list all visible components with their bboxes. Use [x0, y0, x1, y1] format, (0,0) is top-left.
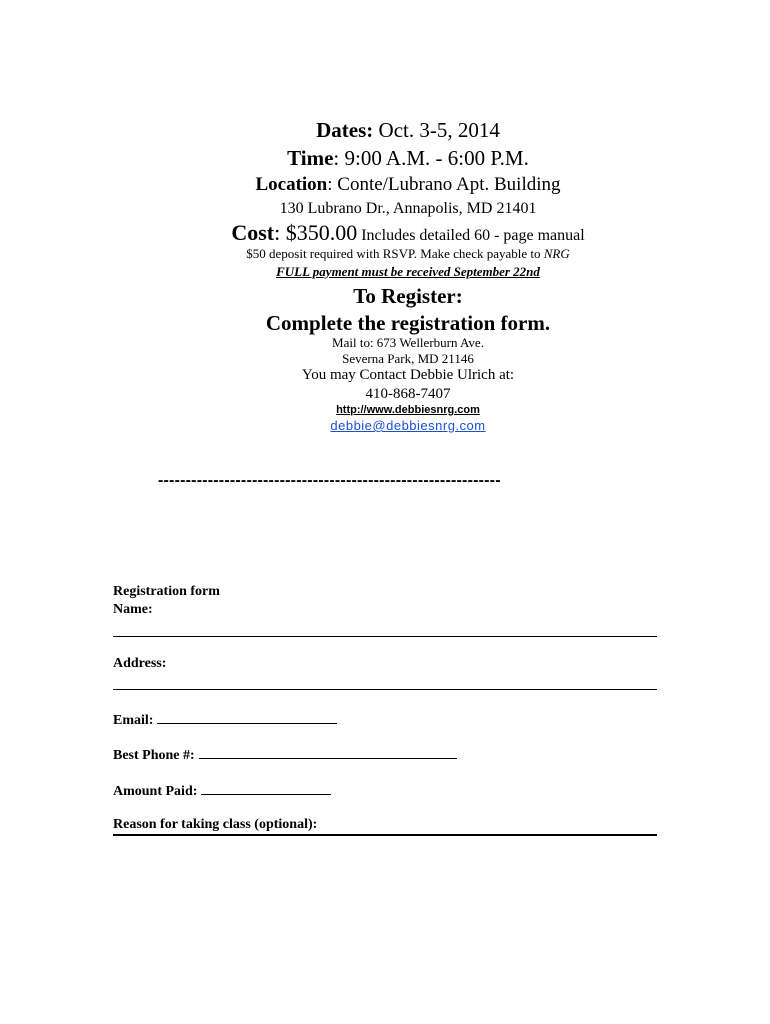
- deposit-text: $50 deposit required with RSVP. Make check payable to: [246, 246, 544, 261]
- amount-row: [113, 780, 331, 800]
- deposit-line: [0, 246, 770, 262]
- email-field[interactable]: [157, 709, 337, 724]
- contact-phone: 410-868-7407: [365, 386, 451, 402]
- time-label: Time: [287, 146, 334, 170]
- register-subtitle: Complete the registration form.: [265, 311, 551, 335]
- location-label: Location: [255, 174, 328, 195]
- email-label: Email:: [113, 713, 154, 728]
- address-label: Address:: [113, 656, 167, 671]
- event-address: 130 Lubrano Dr., Annapolis, MD 21401: [279, 200, 537, 217]
- name-field[interactable]: [113, 636, 657, 637]
- cost-value: : $350.00: [274, 220, 358, 245]
- reason-label: Reason for taking class (optional):: [113, 817, 318, 832]
- dates-label: Dates:: [316, 118, 374, 142]
- register-title: To Register:: [353, 284, 463, 308]
- location-line: [0, 174, 770, 196]
- dates-value: Oct. 3-5, 2014: [373, 118, 500, 142]
- email-row: [113, 709, 337, 729]
- mail-address-line2: Severna Park, MD 21146: [342, 351, 474, 366]
- cost-label: Cost: [231, 220, 275, 245]
- address-field[interactable]: [113, 689, 657, 690]
- full-payment-notice: FULL payment must be received September 22nd: [276, 264, 540, 279]
- phone-row: [113, 744, 457, 764]
- deposit-payee: NRG: [543, 246, 570, 261]
- website-link[interactable]: http://www.debbiesnrg.com: [336, 404, 480, 416]
- email-link[interactable]: debbie@debbiesnrg.com: [330, 418, 486, 433]
- cut-separator: --------------------------------------------------------------: [158, 472, 501, 489]
- phone-field[interactable]: [199, 744, 457, 759]
- reason-field[interactable]: [113, 834, 657, 836]
- name-label: Name:: [113, 602, 153, 617]
- location-value: : Conte/Lubrano Apt. Building: [327, 174, 561, 195]
- dates-line: [0, 118, 770, 143]
- mail-address-line1: Mail to: 673 Wellerburn Ave.: [332, 335, 484, 350]
- cost-line: [0, 220, 770, 246]
- amount-label: Amount Paid:: [113, 784, 198, 799]
- amount-field[interactable]: [201, 780, 331, 795]
- contact-text: You may Contact Debbie Ulrich at:: [301, 367, 515, 383]
- phone-label: Best Phone #:: [113, 748, 195, 763]
- cost-note: Includes detailed 60 - page manual: [357, 227, 585, 244]
- time-line: [0, 146, 770, 171]
- form-title: Registration form: [113, 584, 220, 599]
- time-value: : 9:00 A.M. - 6:00 P.M.: [333, 146, 529, 170]
